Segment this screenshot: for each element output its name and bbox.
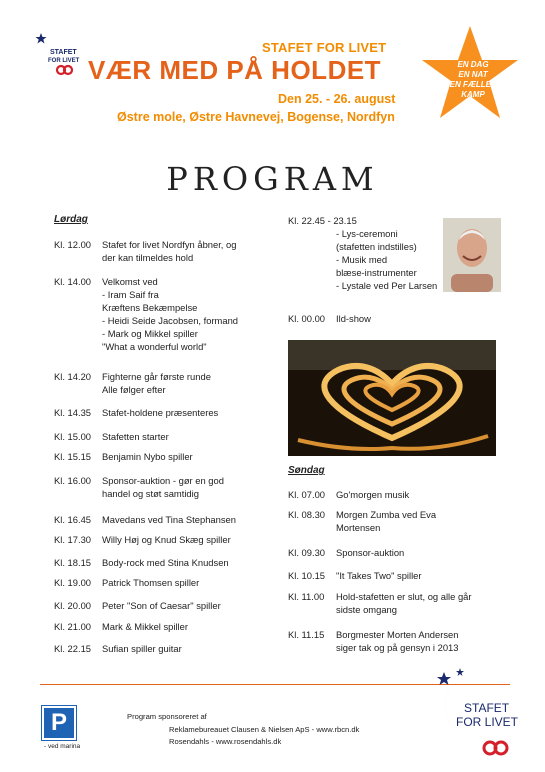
entry-description: Sponsor-auktion	[336, 547, 405, 558]
entry-description: Morgen Zumba ved Eva Mortensen	[336, 509, 437, 533]
footer-logo-text-top: STAFET	[464, 701, 510, 715]
stafet-logo-footer	[430, 664, 520, 764]
logo-text-top: STAFET	[50, 49, 77, 56]
entry-description: Velkomst ved - Iram Saif fra Kræftens Bekæmpelse - Heidi Seide Jacobsen, formand - Mark og Mikkel spiller "What a wonderful world"	[102, 276, 239, 352]
entry-time: Kl. 17.30	[54, 534, 92, 545]
entry-description: Peter "Son of Caesar" spiller	[102, 600, 221, 611]
entry-description: Ild-show	[336, 313, 371, 324]
stafet-logo	[28, 24, 88, 84]
entry-description: Willy Høj og Knud Skæg spiller	[102, 534, 231, 545]
header-location: Østre mole, Østre Havnevej, Bogense, Nordfyn	[117, 110, 395, 124]
entry-description: Sufian spiller guitar	[102, 643, 182, 654]
entry-time: Kl. 08.30	[288, 509, 326, 520]
entry-time: Kl. 18.15	[54, 557, 92, 568]
entry-description: Mavedans ved Tina Stephansen	[102, 514, 236, 525]
entry-time: Kl. 00.00	[288, 313, 326, 324]
entry-time: Kl. 11.00	[288, 591, 325, 602]
day-heading-saturday: Lørdag	[54, 214, 88, 225]
entry-time: Kl. 15.15	[54, 451, 92, 462]
parking-caption: - ved marina	[44, 743, 81, 750]
schedule-entry	[288, 488, 409, 501]
entry-time: Kl. 22.15	[54, 643, 92, 654]
entry-time: Kl. 14.00	[54, 276, 92, 287]
header-date: Den 25. - 26. august	[278, 92, 396, 106]
entry-time: Kl. 14.35	[54, 407, 92, 418]
entry-description: - Lys-ceremoni (stafetten indstilles) - Musik med blæse-instrumenter - Lystale ved Per Larsen	[336, 228, 438, 291]
schedule-entry	[54, 642, 182, 655]
schedule-entry	[288, 546, 404, 559]
schedule-entry	[54, 620, 188, 633]
logo-text-bottom: FOR LIVET	[48, 58, 80, 64]
schedule-entry	[288, 508, 436, 534]
schedule-entry	[288, 569, 422, 582]
entry-description: Patrick Thomsen spiller	[102, 577, 200, 588]
entry-time: Kl. 12.00	[54, 239, 92, 250]
entry-time: Kl. 10.15	[288, 570, 326, 581]
schedule-entry	[288, 590, 472, 616]
schedule-entry	[54, 599, 221, 612]
entry-description: Go'morgen musik	[336, 489, 410, 500]
entry-time: Kl. 19.00	[54, 577, 92, 588]
entry-time: Kl. 16.00	[54, 475, 92, 486]
entry-description: Mark & Mikkel spiller	[102, 621, 188, 632]
schedule-entry	[54, 513, 236, 526]
sponsor-line-2: Reklamebureauet Clausen & Nielsen ApS - www.rbcn.dk	[169, 724, 360, 734]
schedule-entry	[54, 430, 169, 443]
schedule-entry	[288, 214, 437, 292]
entry-description: Sponsor-auktion - gør en god handel og støt samtidig	[102, 475, 224, 499]
schedule-entry	[54, 406, 218, 419]
schedule-entry	[54, 576, 199, 589]
sponsor-line-3: Rosendahls - www.rosendahls.dk	[169, 737, 282, 746]
schedule-entry	[54, 556, 229, 569]
entry-time: Kl. 11.15	[288, 629, 325, 640]
parking-sign-icon: P	[42, 706, 76, 740]
header-subtitle: STAFET FOR LIVET	[262, 40, 387, 55]
entry-description: Stafetten starter	[102, 431, 169, 442]
entry-description: Fighterne går første runde Alle følger efter	[102, 371, 211, 395]
luminaria-heart-photo	[288, 340, 496, 456]
entry-description: Hold-stafetten er slut, og alle går sidste omgang	[336, 591, 472, 615]
entry-description: Stafet for livet Nordfyn åbner, og der kan tilmeldes hold	[102, 239, 237, 263]
schedule-entry	[54, 275, 238, 353]
entry-description: Borgmester Morten Andersen siger tak og på gensyn i 2013	[336, 629, 459, 653]
entry-description: Benjamin Nybo spiller	[102, 451, 193, 462]
entry-description: Body-rock med Stina Knudsen	[102, 557, 229, 568]
schedule-entry	[54, 370, 211, 396]
entry-time: Kl. 07.00	[288, 489, 326, 500]
schedule-entry	[54, 474, 224, 500]
page-title: PROGRAM	[166, 160, 379, 198]
speaker-photo	[443, 218, 501, 292]
entry-time: Kl. 09.30	[288, 547, 326, 558]
schedule-entry	[288, 628, 458, 654]
entry-time: Kl. 16.45	[54, 514, 92, 525]
day-heading-sunday: Søndag	[288, 465, 325, 476]
entry-time: Kl. 22.45 - 23.15	[288, 215, 357, 226]
schedule-entry	[54, 533, 231, 546]
header-headline: VÆR MED PÅ HOLDET	[88, 55, 382, 85]
schedule-entry	[54, 450, 193, 463]
footer-logo-text-bottom: FOR LIVET	[456, 715, 519, 729]
schedule-entry	[288, 312, 371, 325]
star-badge-text: EN DAG EN NAT EN FÆLLES KAMP	[449, 60, 497, 99]
sponsor-block	[127, 711, 359, 749]
entry-time: Kl. 20.00	[54, 600, 92, 611]
sponsor-line-1: Program sponsoreret af	[127, 712, 207, 721]
entry-time: Kl. 14.20	[54, 371, 92, 382]
entry-time: Kl. 15.00	[54, 431, 92, 442]
entry-time: Kl. 21.00	[54, 621, 92, 632]
entry-description: "It Takes Two" spiller	[336, 570, 422, 581]
entry-description: Stafet-holdene præsenteres	[102, 407, 219, 418]
schedule-entry	[54, 238, 236, 264]
